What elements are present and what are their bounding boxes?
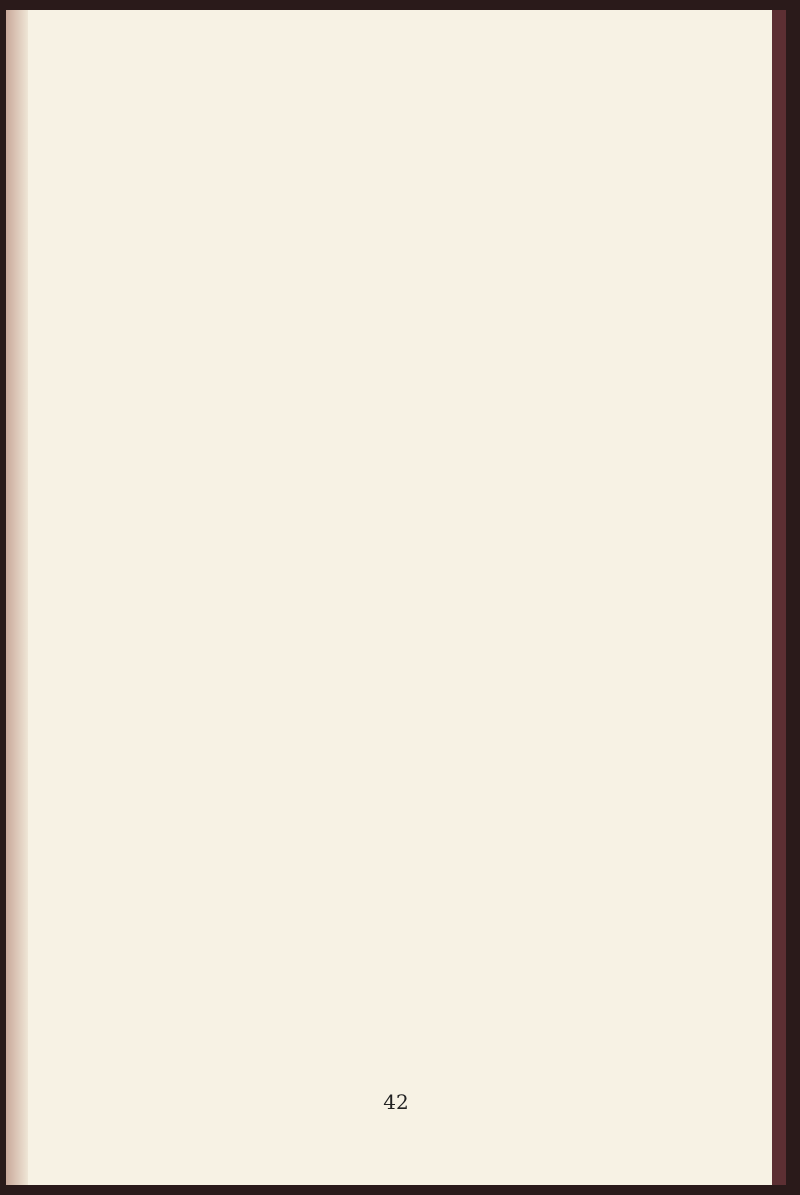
book-spine [6,10,28,1185]
lower-text-columns [116,640,716,1080]
page-number: 42 [383,1090,409,1114]
book-page [6,10,786,1185]
upper-text-columns [116,180,716,620]
cover-edge [772,10,786,1185]
